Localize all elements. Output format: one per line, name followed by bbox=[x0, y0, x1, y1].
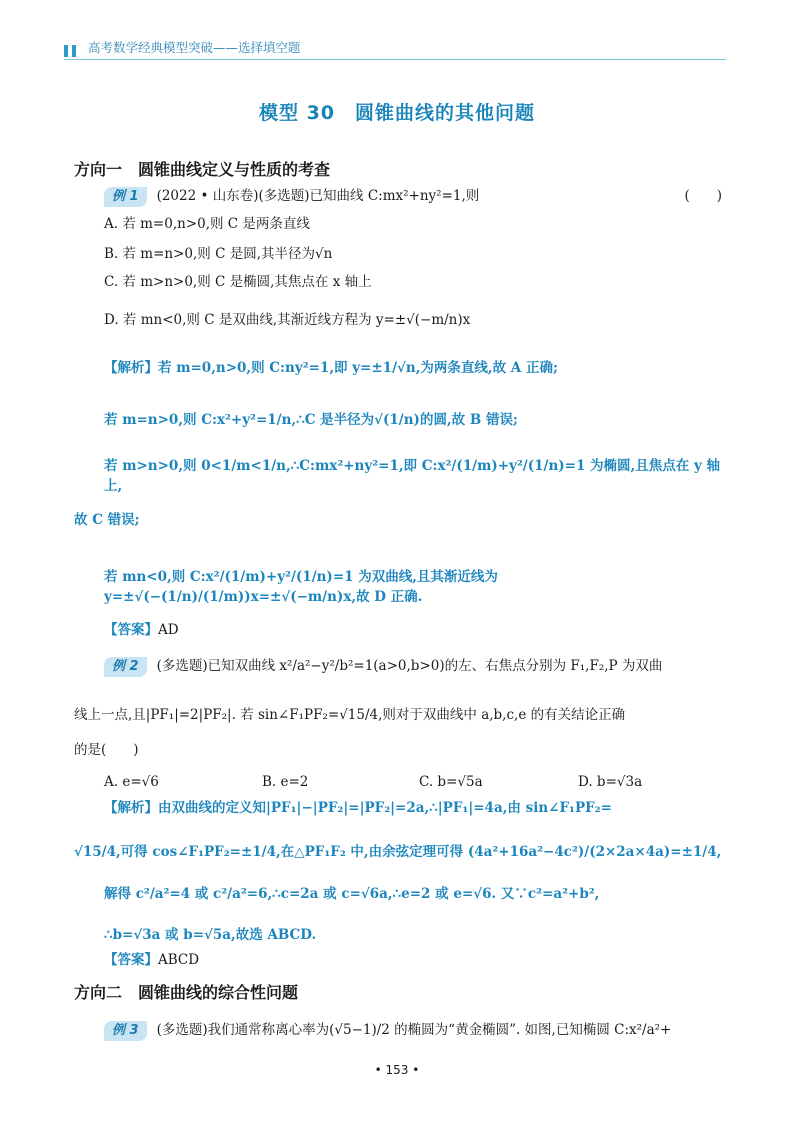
section-heading-1: 方向一 圆锥曲线定义与性质的考查 bbox=[74, 160, 331, 179]
example-2-badge: 例 2 bbox=[104, 657, 147, 677]
example-1-option-c: C. 若 m>n>0,则 C 是椭圆,其焦点在 x 轴上 bbox=[104, 274, 372, 290]
section-heading-2: 方向二 圆锥曲线的综合性问题 bbox=[74, 983, 299, 1002]
example-2-solution-line-4: ∴b=√3a 或 b=√5a,故选 ABCD. bbox=[104, 927, 317, 943]
answer-paren: ( ) bbox=[684, 188, 722, 204]
example-1-solution-line-1: 【解析】若 m=0,n>0,则 C:ny²=1,即 y=±1/√n,为两条直线,故 A 正确; bbox=[104, 360, 558, 376]
example-1-option-b: B. 若 m=n>0,则 C 是圆,其半径为√n bbox=[104, 246, 333, 262]
example-3-stem bbox=[104, 1020, 726, 1041]
answer-label: 【答案】 bbox=[104, 622, 158, 638]
example-1-solution-line-3: 若 m>n>0,则 0<1/m<1/n,∴C:mx²+ny²=1,即 C:x²/(1/m)+y²/(1/n)=1 为椭圆,且焦点在 y 轴上, bbox=[104, 458, 720, 494]
page-title: 模型 30 圆锥曲线的其他问题 bbox=[258, 102, 536, 124]
answer-label: 【答案】 bbox=[104, 952, 158, 968]
example-2-option-d: D. b=√3a bbox=[578, 774, 643, 790]
header-title: 高考数学经典模型突破——选择填空题 bbox=[88, 40, 301, 55]
example-1-option-d: D. 若 mn<0,则 C 是双曲线,其渐近线方程为 y=±√(−m/n)x bbox=[104, 312, 471, 328]
example-2-option-b: B. e=2 bbox=[262, 774, 309, 790]
header-bars bbox=[64, 40, 80, 59]
header-divider bbox=[64, 59, 726, 60]
page-number: • 153 • bbox=[374, 1063, 420, 1077]
example-2-stem-line-1 bbox=[104, 656, 724, 677]
answer-value: ABCD bbox=[158, 952, 200, 968]
example-3-badge: 例 3 bbox=[104, 1021, 147, 1041]
example-2-stem-line-3: 的是( ) bbox=[74, 742, 139, 758]
example-1-solution-line-2: 若 m=n>0,则 C:x²+y²=1/n,∴C 是半径为√(1/n)的圆,故 B 错误; bbox=[104, 412, 518, 428]
example-3-stem-text: (多选题)我们通常称离心率为(√5−1)/2 的椭圆为“黄金椭圆”. 如图,已知椭圆 C:x²/a²+ bbox=[156, 1022, 672, 1038]
example-2-stem-text: (多选题)已知双曲线 x²/a²−y²/b²=1(a>0,b>0)的左、右焦点分别为 F₁,F₂,P 为双曲 bbox=[156, 658, 663, 674]
example-2-answer bbox=[104, 950, 199, 970]
answer-value: AD bbox=[158, 622, 179, 638]
example-2-option-c: C. b=√5a bbox=[419, 774, 483, 790]
example-1-solution-line-5: 若 mn<0,则 C:x²/(1/m)+y²/(1/n)=1 为双曲线,且其渐近线为 y=±√(−(1/n)/(1/m))x=±√(−m/n)x,故 D 正确. bbox=[104, 569, 498, 605]
example-2-option-a: A. e=√6 bbox=[104, 774, 159, 790]
example-2-solution-line-2: √15/4,可得 cos∠F₁PF₂=±1/4,在△PF₁F₂ 中,由余弦定理可得 (4a²+16a²−4c²)/(2×2a×4a)=±1/4, bbox=[74, 844, 722, 860]
example-1-option-a: A. 若 m=0,n>0,则 C 是两条直线 bbox=[104, 216, 310, 232]
example-2-solution-line-3: 解得 c²/a²=4 或 c²/a²=6,∴c=2a 或 c=√6a,∴e=2 或 e=√6. 又∵c²=a²+b², bbox=[104, 886, 600, 902]
example-1-solution-line-4: 故 C 错误; bbox=[74, 512, 140, 528]
example-1-badge: 例 1 bbox=[104, 187, 147, 207]
example-2-stem-line-2: 线上一点,且|PF₁|=2|PF₂|. 若 sin∠F₁PF₂=√15/4,则对于双曲线中 a,b,c,e 的有关结论正确 bbox=[74, 707, 626, 723]
example-1-stem bbox=[104, 186, 724, 207]
example-2-solution-line-1: 【解析】由双曲线的定义知|PF₁|−|PF₂|=|PF₂|=2a,∴|PF₁|=4a,由 sin∠F₁PF₂= bbox=[104, 800, 612, 816]
example-1-answer bbox=[104, 620, 179, 640]
example-1-stem-text: (2022 • 山东卷)(多选题)已知曲线 C:mx²+ny²=1,则 bbox=[156, 188, 480, 204]
